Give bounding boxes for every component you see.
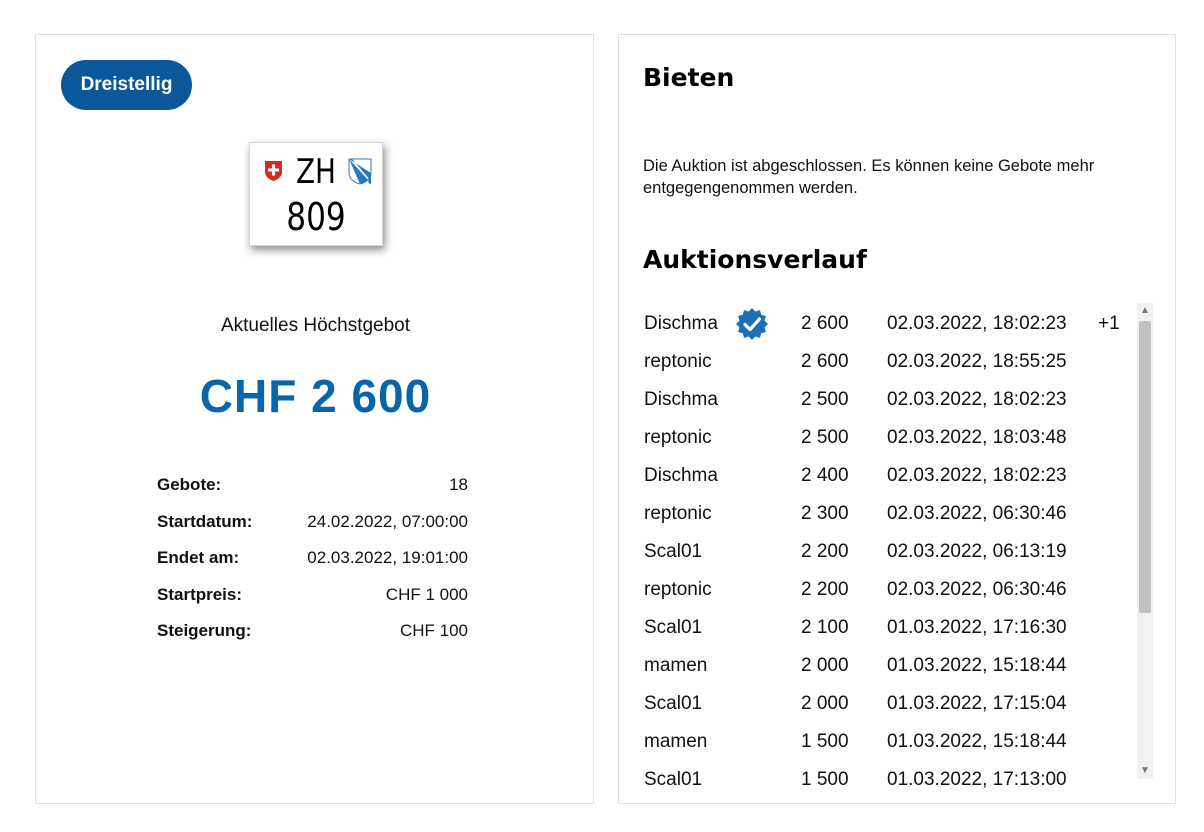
bidding-heading: Bieten <box>643 63 735 92</box>
history-row <box>643 761 1163 799</box>
history-amount: 2 000 <box>801 655 849 676</box>
history-amount: 2 400 <box>801 465 849 486</box>
fact-value: CHF 1 000 <box>385 584 468 604</box>
history-row <box>643 343 1163 381</box>
history-name: reptonic <box>644 351 712 372</box>
current-bid-label: Aktuelles Höchstgebot <box>220 315 411 336</box>
fact-label: Startdatum: <box>157 511 253 531</box>
history-time: 01.03.2022, 17:15:04 <box>887 693 1067 714</box>
fact-start-date <box>157 512 468 549</box>
history-amount: 2 200 <box>801 541 849 562</box>
history-name: Scal01 <box>644 769 703 790</box>
listing-card <box>35 34 594 804</box>
history-time: 02.03.2022, 18:02:23 <box>887 465 1067 486</box>
history-row <box>643 647 1163 685</box>
history-row <box>643 495 1163 533</box>
history-amount: 1 500 <box>801 731 849 752</box>
category-badge[interactable]: Dreistellig <box>61 60 192 110</box>
history-row <box>643 419 1163 457</box>
history-amount: 2 000 <box>801 693 849 714</box>
history-time: 02.03.2022, 18:02:23 <box>887 389 1067 410</box>
plate-canton: ZH <box>295 152 337 192</box>
swiss-flag-icon <box>264 160 283 182</box>
history-row <box>643 723 1163 761</box>
history-amount: 2 600 <box>801 313 849 334</box>
history-name: mamen <box>644 655 708 676</box>
fact-start-price <box>157 585 468 622</box>
fact-end-date <box>157 548 468 585</box>
history-name: Dischma <box>644 313 718 334</box>
history-time: 02.03.2022, 06:30:46 <box>887 579 1067 600</box>
history-name: mamen <box>644 731 708 752</box>
fact-label: Gebote: <box>157 475 222 494</box>
history-name: reptonic <box>644 427 712 448</box>
history-amount: 2 500 <box>801 389 849 410</box>
scrollbar-thumb[interactable] <box>1139 321 1151 613</box>
fact-label: Startpreis: <box>157 584 243 604</box>
history-name: Scal01 <box>644 541 703 562</box>
history-time: 01.03.2022, 15:18:44 <box>887 731 1067 752</box>
history-time: 02.03.2022, 06:30:46 <box>887 503 1067 524</box>
bid-history-list[interactable] <box>643 305 1163 790</box>
fact-bid-count <box>157 475 468 512</box>
history-name: Scal01 <box>644 617 703 638</box>
fact-increment <box>157 621 468 658</box>
history-scrollbar[interactable] <box>1137 303 1153 779</box>
bidding-card <box>618 34 1176 804</box>
scroll-down-arrow-icon[interactable]: ▼ <box>1140 765 1150 776</box>
history-time: 02.03.2022, 18:55:25 <box>887 351 1067 372</box>
history-time: 01.03.2022, 17:13:00 <box>887 769 1067 790</box>
auction-closed-message: Die Auktion ist abgeschlossen. Es können keine Gebote mehr entgegengenommen werden. <box>643 157 1095 197</box>
auction-facts <box>157 475 468 658</box>
history-amount: 2 300 <box>801 503 849 524</box>
history-amount: 2 100 <box>801 617 849 638</box>
plate-number: 809 <box>286 195 346 239</box>
fact-value: CHF 100 <box>399 621 468 641</box>
fact-label: Endet am: <box>157 548 240 568</box>
history-row <box>643 457 1163 495</box>
history-amount: 1 500 <box>801 769 849 790</box>
history-name: Dischma <box>644 465 718 486</box>
history-name: Scal01 <box>644 693 703 714</box>
fact-value: 02.03.2022, 19:01:00 <box>307 548 468 568</box>
history-time: 01.03.2022, 17:16:30 <box>887 617 1067 638</box>
license-plate <box>249 142 383 246</box>
history-name: Dischma <box>644 389 718 410</box>
history-time: 02.03.2022, 18:03:48 <box>887 427 1067 448</box>
history-name: reptonic <box>644 503 712 524</box>
history-heading: Auktionsverlauf <box>643 245 867 274</box>
scroll-up-arrow-icon[interactable]: ▲ <box>1140 305 1150 316</box>
history-amount: 2 600 <box>801 351 849 372</box>
fact-label: Steigerung: <box>157 621 252 641</box>
history-row <box>643 685 1163 723</box>
history-row <box>643 533 1163 571</box>
fact-value: 18 <box>449 475 468 494</box>
history-row <box>643 609 1163 647</box>
history-time: 01.03.2022, 15:18:44 <box>887 655 1067 676</box>
history-extra[interactable]: +1 <box>1098 313 1120 334</box>
current-bid-amount: CHF 2 600 <box>199 370 432 422</box>
history-time: 02.03.2022, 06:13:19 <box>887 541 1067 562</box>
history-amount: 2 500 <box>801 427 849 448</box>
zurich-crest-icon <box>348 158 372 185</box>
history-row <box>643 381 1163 419</box>
history-row <box>643 571 1163 609</box>
history-row <box>643 305 1163 343</box>
verified-badge-icon <box>735 307 769 341</box>
history-time: 02.03.2022, 18:02:23 <box>887 313 1067 334</box>
fact-value: 24.02.2022, 07:00:00 <box>307 511 468 531</box>
history-name: reptonic <box>644 579 712 600</box>
history-amount: 2 200 <box>801 579 849 600</box>
